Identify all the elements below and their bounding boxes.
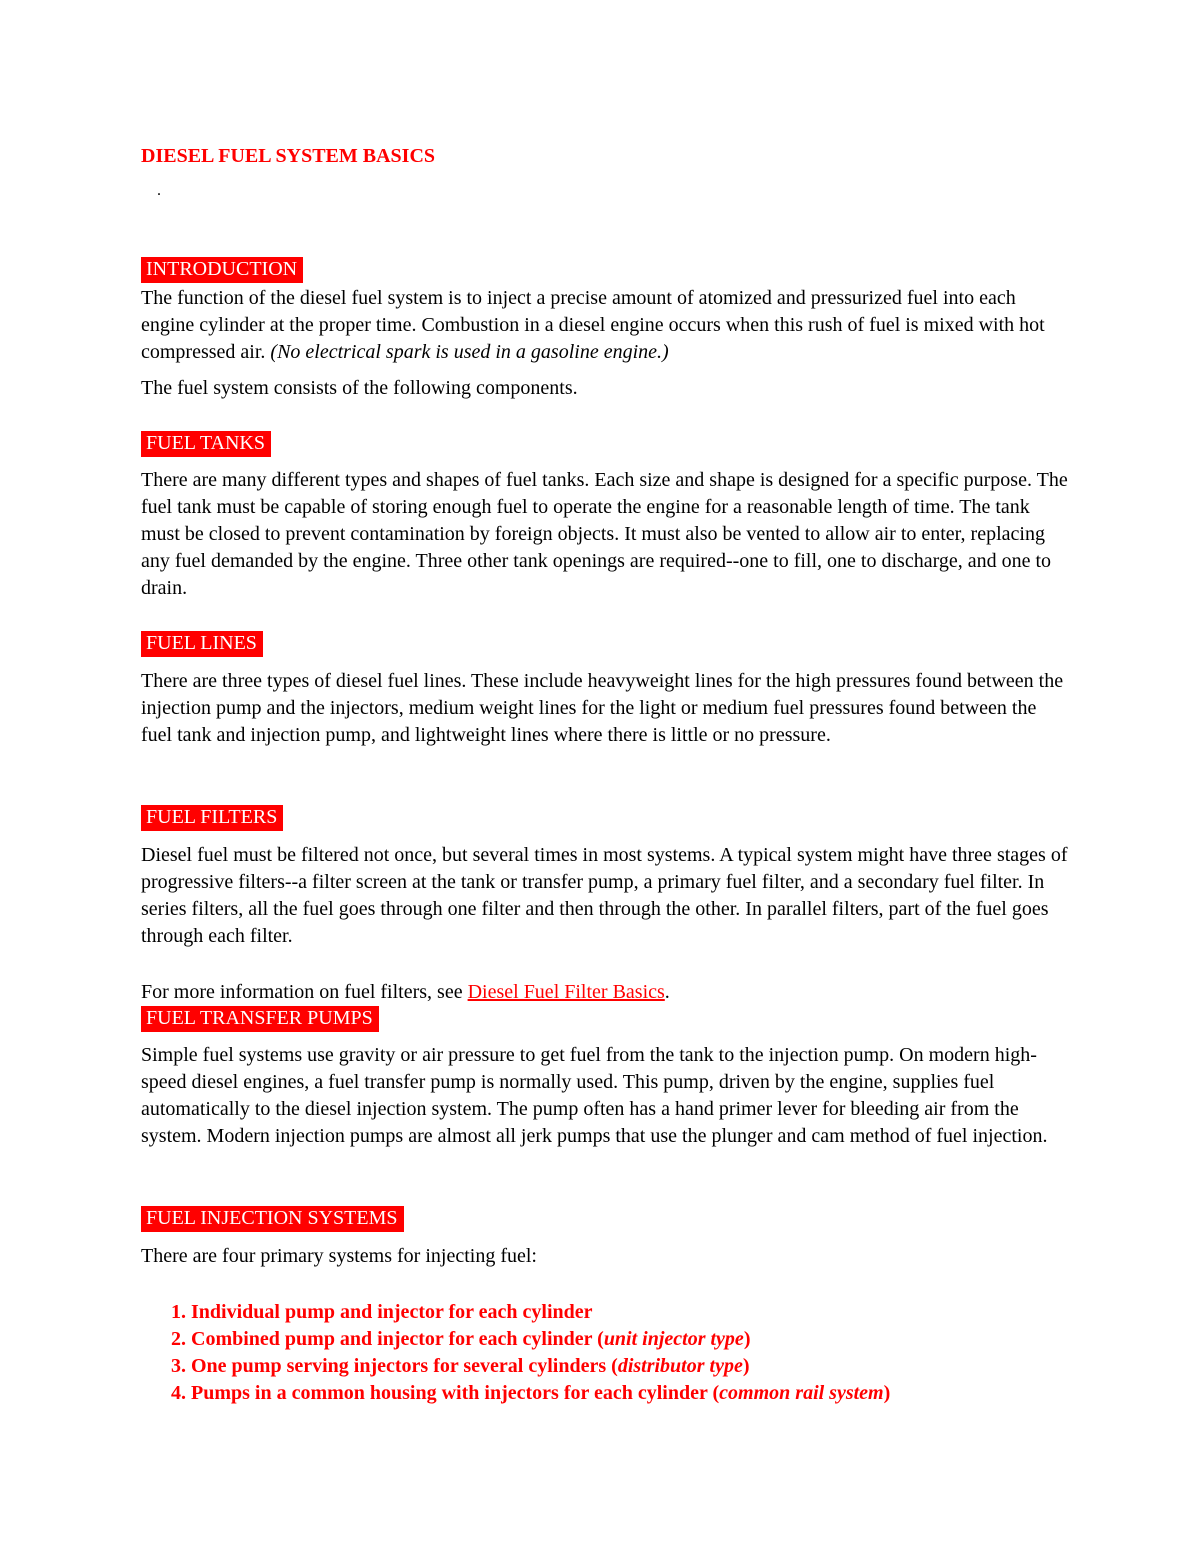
section-heading-fuel-filters: FUEL FILTERS [141,805,283,831]
list-item-number: 3. [171,1355,186,1377]
diesel-fuel-filter-basics-link[interactable]: Diesel Fuel Filter Basics [467,981,665,1003]
list-item [171,1326,890,1353]
list-item [171,1353,890,1380]
fuel-injection-systems-paragraph: There are four primary systems for injecting fuel: [141,1245,537,1267]
list-item-open-paren: ( [611,1355,618,1377]
list-item-text: One pump serving injectors for several cylinders [191,1355,612,1377]
stray-mark: . [157,182,161,199]
fuel-tanks-paragraph: There are many different types and shapes of fuel tanks. Each size and shape is designed for a specific purpose. The fuel tank must be capable of storing enough fuel to operate the engine for a reasonable length of time. The tank must be closed to prevent contamination by foreign objects. It must also be vented to allow air to enter, replacing any fuel demanded by the engine. Three other tank openings are required--one to fill, one to discharge, and one to drain. [141,469,1068,599]
list-item-close-paren: ) [743,1328,751,1350]
list-item-italic: distributor type [617,1355,743,1377]
list-item-text: Combined pump and injector for each cylinder [191,1328,598,1350]
list-item [171,1299,890,1326]
fuel-transfer-pumps-paragraph: Simple fuel systems use gravity or air pressure to get fuel from the tank to the injection pump. On modern high-speed diesel engines, a fuel transfer pump is normally used. This pump, driven by the engine, supplies fuel automatically to the diesel injection system. The pump often has a hand primer lever for bleeding air from the system. Modern injection pumps are almost all jerk pumps that use the plunger and cam method of fuel injection. [141,1044,1048,1147]
list-item-text: Pumps in a common housing with injectors for each cylinder [191,1382,713,1404]
section-heading-fuel-lines: FUEL LINES [141,631,263,657]
introduction-italic-note: (No electrical spark is used in a gasoline engine.) [270,341,669,363]
document-title: DIESEL FUEL SYSTEM BASICS [141,145,436,167]
list-item-close-paren: ) [742,1355,750,1377]
list-item-italic: unit injector type [603,1328,744,1350]
more-info-prefix: For more information on fuel filters, see [141,981,468,1003]
introduction-body: The function of the diesel fuel system is to inject a precise amount of atomized and pressurized fuel into each engine cylinder at the proper time. Combustion in a diesel engine occurs when this rush of fuel is mixed with hot compressed air. [141,287,1045,363]
fuel-lines-paragraph: There are three types of diesel fuel lines. These include heavyweight lines for the high pressures found between the injection pump and the injectors, medium weight lines for the light or medium fuel pressures found between the fuel tank and injection pump, and lightweight lines where there is little or no pressure. [141,670,1064,746]
fuel-filters-paragraph: Diesel fuel must be filtered not once, but several times in most systems. A typical system might have three stages of progressive filters--a filter screen at the tank or transfer pump, a primary fuel filter, and a secondary fuel filter. In series filters, all the fuel goes through one filter and then through the other. In parallel filters, part of the fuel goes through each filter. [141,844,1068,947]
section-heading-fuel-tanks: FUEL TANKS [141,431,271,457]
introduction-paragraph [141,285,1071,366]
list-item-number: 2. [171,1328,186,1350]
more-info-suffix: . [664,981,670,1003]
list-item-open-paren: ( [597,1328,604,1350]
list-item-close-paren: ) [883,1382,891,1404]
fuel-filters-more-info [141,979,1071,1006]
introduction-components-sentence: The fuel system consists of the following components. [141,377,578,399]
injection-systems-list [171,1299,890,1407]
section-heading-fuel-transfer-pumps: FUEL TRANSFER PUMPS [141,1006,379,1032]
list-item-number: 4. [171,1382,186,1404]
list-item [171,1380,890,1407]
section-heading-introduction: INTRODUCTION [141,257,303,283]
section-heading-fuel-injection-systems: FUEL INJECTION SYSTEMS [141,1206,404,1232]
list-item-text: Individual pump and injector for each cylinder [191,1301,593,1323]
list-item-italic: common rail system [719,1382,884,1404]
list-item-number: 1. [171,1301,186,1323]
list-item-open-paren: ( [712,1382,720,1404]
